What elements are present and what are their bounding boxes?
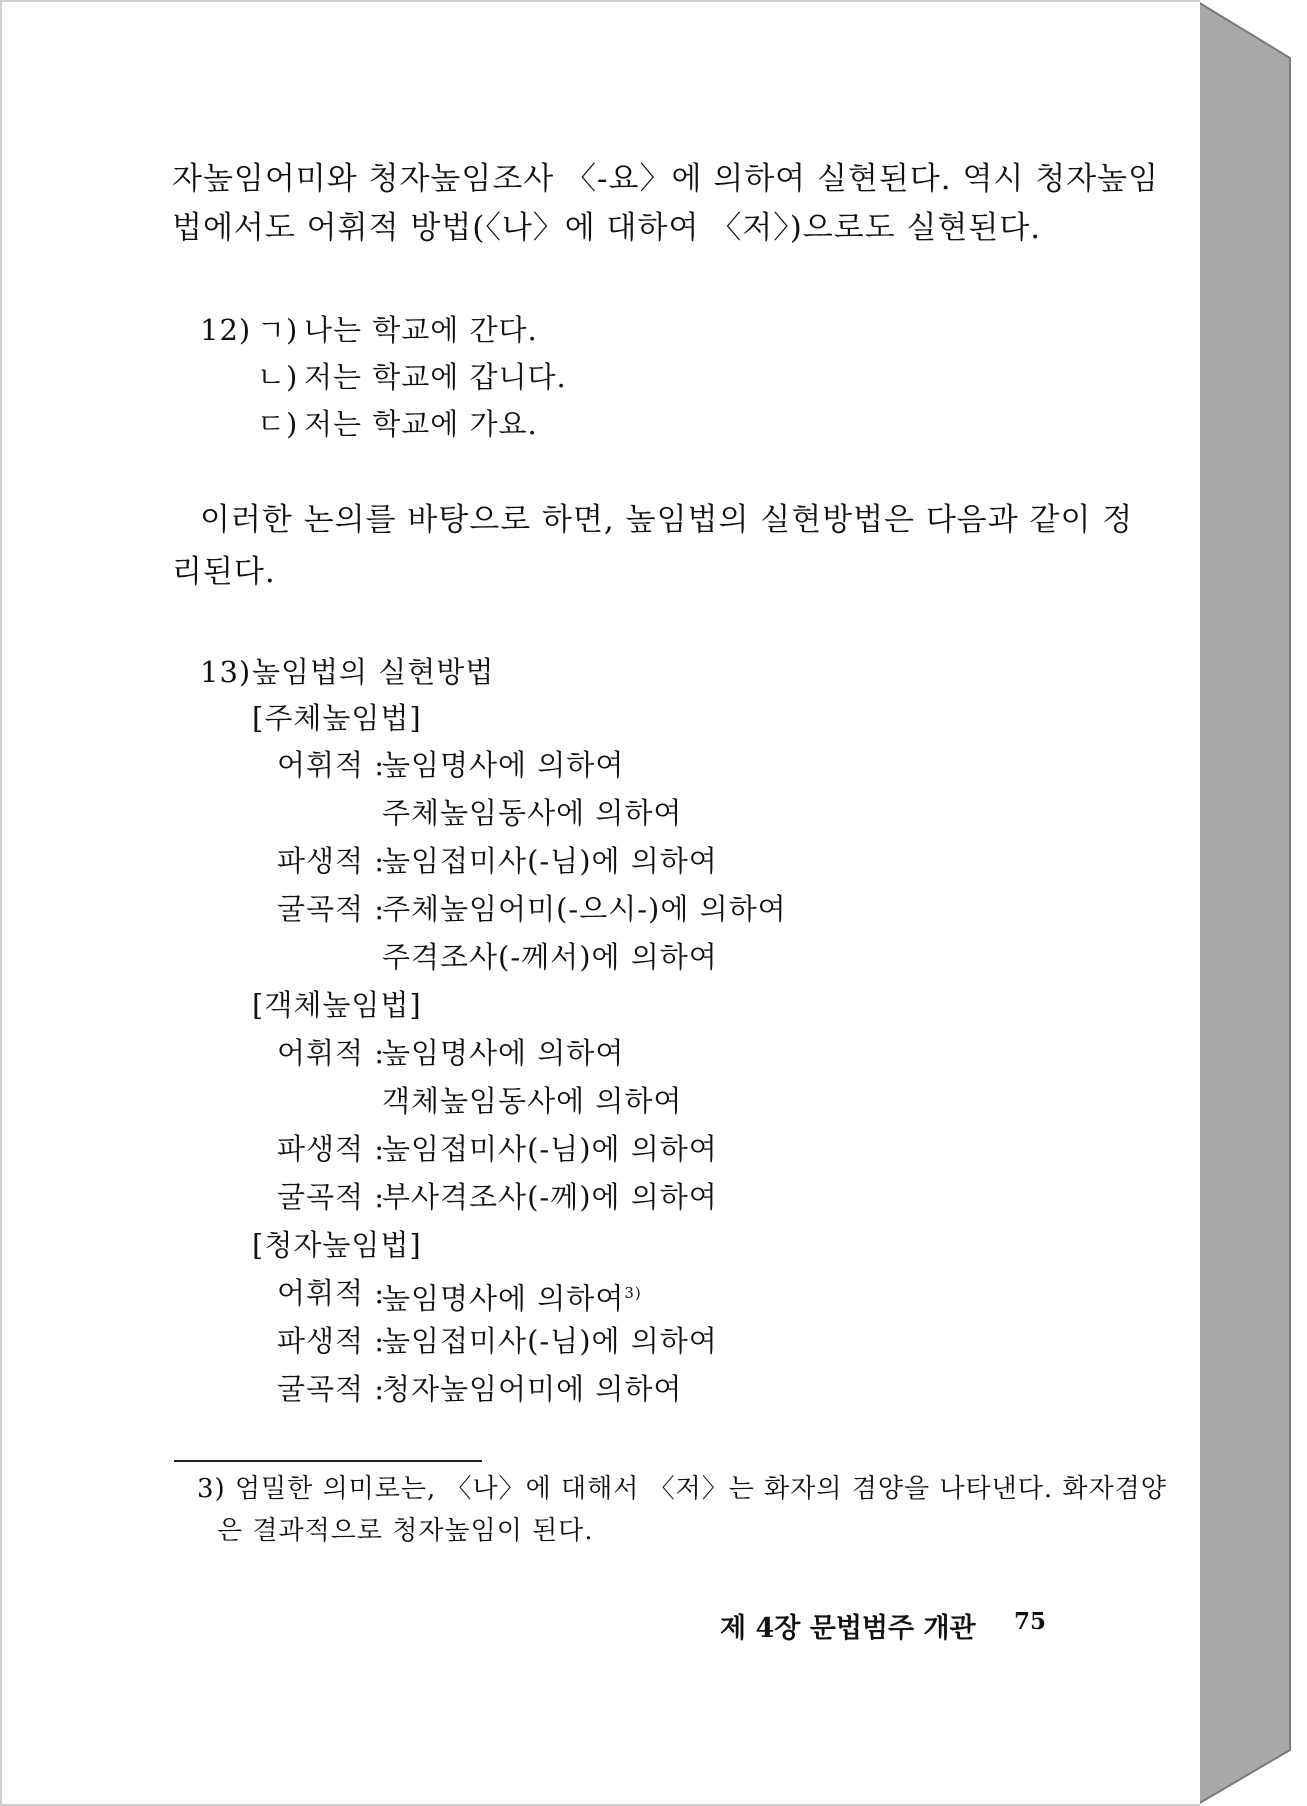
example-title: 높임법의 실현방법 [252, 655, 495, 689]
row-text: 높임명사에 의하여 [382, 748, 625, 782]
row-text: 부사격조사(-께)에 의하여 [382, 1180, 718, 1214]
section-heading: [청자높임법] [252, 1228, 422, 1262]
row-text: 청자높임어미에 의하여 [382, 1372, 683, 1406]
paragraph-line: 자높임어미와 청자높임조사 〈-요〉에 의하여 실현된다. 역시 청자높임 [172, 161, 1159, 197]
chapter-title: 제 4장 문법범주 개관 [720, 1613, 976, 1644]
example-marker: ㄱ) [257, 313, 299, 347]
row-label: 굴곡적 : [277, 1180, 386, 1214]
row-label: 파생적 : [277, 1132, 386, 1166]
row-text: 높임접미사(-님)에 의하여 [382, 1132, 718, 1166]
row-text [382, 1273, 642, 1319]
page-number: 75 [1014, 1608, 1047, 1635]
row-text: 주격조사(-께서)에 의하여 [382, 940, 718, 974]
row-label: 굴곡적 : [277, 892, 386, 926]
row-text: 주체높임동사에 의하여 [382, 796, 683, 830]
row-label: 파생적 : [277, 844, 386, 878]
row-text: 주체높임어미(-으시-)에 의하여 [382, 892, 787, 926]
row-label: 어휘적 : [277, 748, 386, 782]
example-text: 저는 학교에 갑니다. [304, 360, 567, 394]
paragraph-line: 이러한 논의를 바탕으로 하면, 높임법의 실현방법은 다음과 같이 정 [200, 502, 1134, 538]
paragraph-line: 리된다. [172, 554, 276, 590]
section-heading: [객체높임법] [252, 988, 422, 1022]
row-text-body: 높임명사에 의하여 [382, 1281, 625, 1316]
row-text: 높임명사에 의하여 [382, 1036, 625, 1070]
row-label: 파생적 : [277, 1324, 386, 1358]
footnote-divider [174, 1460, 482, 1462]
row-label: 어휘적 : [277, 1036, 386, 1070]
example-marker: ㄴ) [257, 360, 299, 394]
footnote-line: 3) 엄밀한 의미로는, 〈나〉에 대해서 〈저〉는 화자의 겸양을 나타낸다. 화자겸양 [197, 1474, 1167, 1504]
section-heading: [주체높임법] [252, 701, 422, 735]
example-marker: ㄷ) [257, 407, 299, 441]
footnote-reference[interactable]: 3) [624, 1284, 642, 1302]
row-text: 객체높임동사에 의하여 [382, 1084, 683, 1118]
row-label: 어휘적 : [277, 1276, 386, 1310]
row-text: 높임접미사(-님)에 의하여 [382, 1324, 718, 1358]
example-number: 13) [200, 655, 252, 689]
footnote-line: 은 결과적으로 청자높임이 된다. [217, 1516, 594, 1546]
paragraph-line: 법에서도 어휘적 방법(〈나〉에 대하여 〈저〉)으로도 실현된다. [172, 210, 1042, 246]
example-text: 나는 학교에 간다. [304, 313, 538, 347]
row-label: 굴곡적 : [277, 1372, 386, 1406]
row-text: 높임접미사(-님)에 의하여 [382, 844, 718, 878]
example-number: 12) [200, 313, 252, 347]
example-text: 저는 학교에 가요. [304, 407, 538, 441]
